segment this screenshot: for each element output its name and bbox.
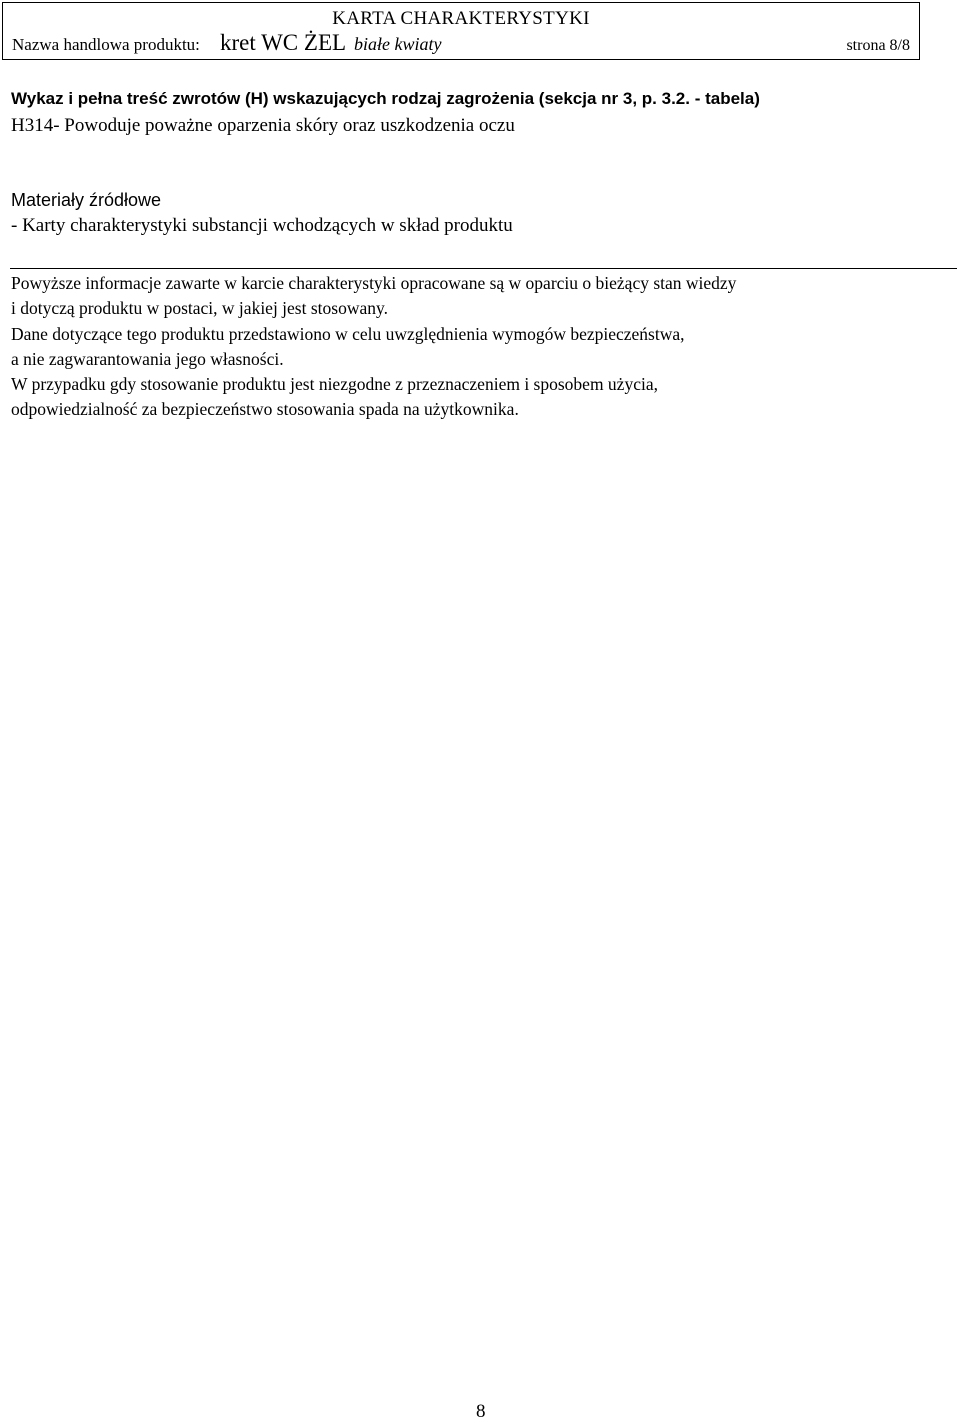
source-materials-heading: Materiały źródłowe [11, 190, 162, 210]
disclaimer-line: W przypadku gdy stosowanie produktu jest niezgodne z przeznaczeniem i sposobem użycia, [11, 374, 658, 395]
disclaimer-line: odpowiedzialność za bezpieczeństwo stosowania spada na użytkownika. [11, 399, 519, 420]
page-indicator: strona 8/8 [846, 37, 910, 54]
page-number: 8 [476, 1401, 486, 1422]
product-name-main: kret WC ŻEL [220, 30, 347, 55]
document-header [2, 2, 920, 60]
hazard-statements-heading: Wykaz i pełna treść zwrotów (H) wskazujących rodzaj zagrożenia (sekcja nr 3, p. 3.2. - tabela) [11, 89, 760, 108]
section-divider [10, 268, 957, 269]
disclaimer-line: Powyższe informacje zawarte w karcie charakterystyki opracowane są w oparciu o bieżący stan wiedzy [11, 273, 737, 293]
document-title: KARTA CHARAKTERYSTYKI [332, 8, 590, 29]
product-name [220, 30, 442, 56]
disclaimer-text [11, 271, 736, 423]
disclaimer-line: i dotyczą produktu w postaci, w jakiej jest stosowany. [11, 298, 388, 319]
disclaimer-line: a nie zagwarantowania jego własności. [11, 348, 284, 369]
trade-name-label: Nazwa handlowa produktu: [12, 35, 200, 54]
product-name-variant: białe kwiaty [354, 34, 442, 54]
source-materials-item: - Karty charakterystyki substancji wchodzących w skład produktu [11, 215, 513, 236]
hazard-statement-h314: H314- Powoduje poważne oparzenia skóry oraz uszkodzenia oczu [11, 115, 515, 136]
disclaimer-line: Dane dotyczące tego produktu przedstawiono w celu uwzględnienia wymogów bezpieczeństwa, [11, 323, 685, 344]
header-product-row [12, 30, 910, 59]
